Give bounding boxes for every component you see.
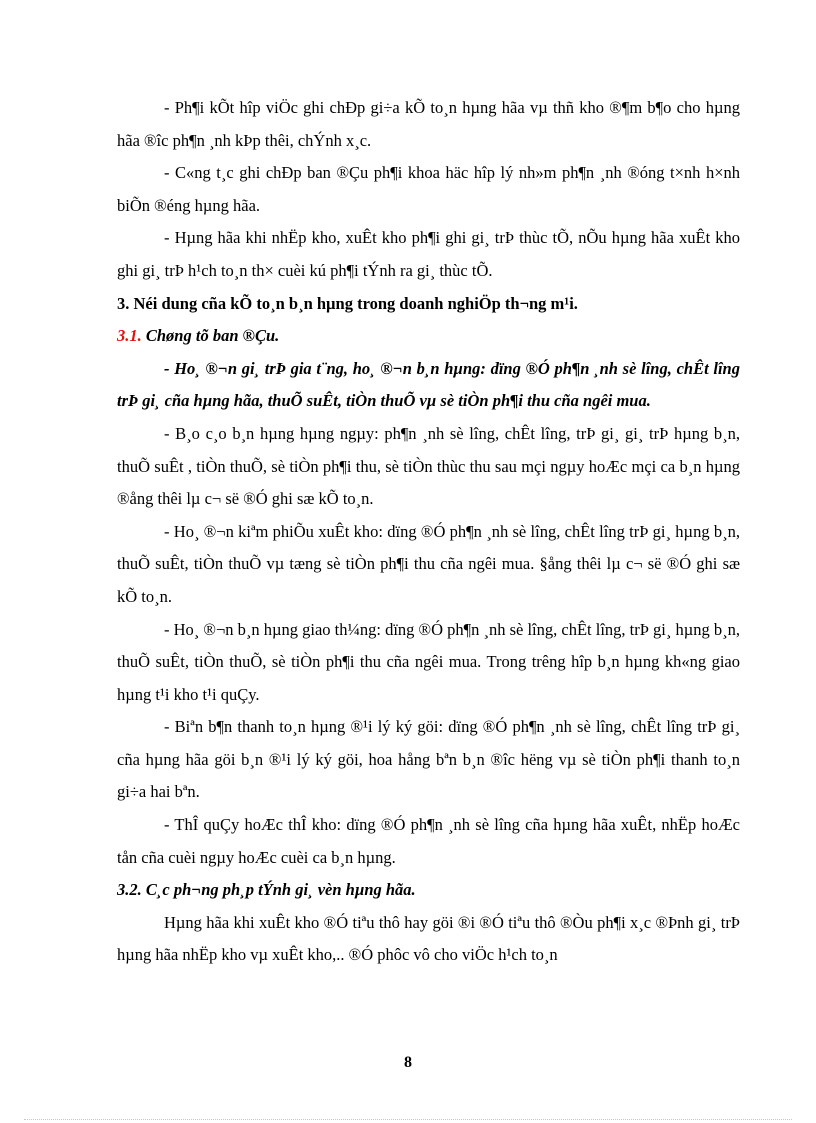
paragraph: - Biªn b¶n thanh to¸n hµng ®¹i lý ký göi: dïng ®Ó ph¶n ¸nh sè lîng, chÊt lîng trÞ gi¸ cña hµng hãa göi b¸n ®¹i lý ký göi, hoa hång bªn b¸n ®îc hëng vµ sè tiÒn ph¶i thanh to¸n gi÷a hai bªn. (117, 717, 740, 802)
subsection-heading-3-1 (117, 320, 740, 353)
paragraph: - Ho¸ ®¬n b¸n hµng giao th¼ng: dïng ®Ó ph¶n ¸nh sè lîng, chÊt lîng, trÞ gi¸ hµng b¸n, thuÕ suÊt, tiÒn thuÕ, sè tiÒn ph¶i thu cña ngêi mua. Trong trêng hîp b¸n hµng kh«ng giao hµng t¹i kho t¹i quÇy. (117, 619, 740, 704)
page-content (117, 92, 740, 972)
paragraph: - Ph¶i kÕt hîp viÖc ghi chÐp gi÷a kÕ to¸n hµng hãa vµ thñ kho ®¶m b¶o cho hµng hãa ®îc ph¶n ¸nh kÞp thêi, chÝnh x¸c. (117, 98, 740, 150)
paragraph: - Ho¸ ®¬n kiªm phiÕu xuÊt kho: dïng ®Ó ph¶n ¸nh sè lîng, chÊt lîng trÞ gi¸ hµng b¸n, thuÕ suÊt, tiÒn thuÕ vµ tæng sè tiÒn ph¶i thu cña ngêi mua. §ång thêi lµ c¬ së ®Ó ghi sæ kÕ to¸n. (117, 521, 740, 606)
page-number: 8 (404, 1054, 412, 1071)
paragraph: - B¸o c¸o b¸n hµng hµng ngµy: ph¶n ¸nh sè lîng, chÊt lîng, trÞ gi¸ gi¸ trÞ hµng b¸n, thuÕ suÊt , tiÒn thuÕ, sè tiÒn ph¶i thu, sè tiÒn thùc thu sau mçi ngµy hoÆc mçi ca b¸n hµng ®ång thêi lµ c¬ së ®Ó ghi sæ kÕ to¸n. (117, 423, 740, 509)
paragraph: Hµng hãa khi xuÊt kho ®Ó tiªu thô hay göi ®i ®Ó tiªu thô ®Òu ph¶i x¸c ®Þnh gi¸ trÞ hµng hãa nhËp kho vµ xuÊt kho,.. ®Ó phôc vô cho viÖc h¹ch to¸n (117, 912, 740, 965)
subsection-heading-3-2: 3.2. C¸c ph¬ng ph¸p tÝnh gi¸ vèn hµng hãa. (117, 880, 416, 900)
paragraph: - ThÎ quÇy hoÆc thÎ kho: dïng ®Ó ph¶n ¸nh sè lîng cña hµng hãa xuÊt, nhËp hoÆc tån cña cuèi ngµy hoÆc cuèi ca b¸n hµng. (117, 815, 740, 867)
section-heading-3: 3. Néi dung cña kÕ to¸n b¸n hµng trong doanh nghiÖp th¬ng m¹i. (117, 293, 578, 313)
subsection-number: 3.1. (117, 326, 142, 346)
emphasized-paragraph: - Ho¸ ®¬n gi¸ trÞ gia t¨ng, ho¸ ®¬n b¸n hµng: dïng ®Ó ph¶n ¸nh sè lîng, chÊt lîng trÞ gi¸ cña hµng hãa, thuÕ suÊt, tiÒn thuÕ vµ sè tiÒn ph¶i thu cña ngêi mua. (117, 358, 740, 411)
paragraph: - Hµng hãa khi nhËp kho, xuÊt kho ph¶i ghi gi¸ trÞ thùc tÕ, nÕu hµng hãa xuÊt kho ghi gi¸ trÞ h¹ch to¸n th× cuèi kú ph¶i tÝnh ra gi¸ thùc tÕ. (117, 228, 740, 280)
page-bottom-border (24, 1119, 792, 1120)
paragraph: - C«ng t¸c ghi chÐp ban ®Çu ph¶i khoa häc hîp lý nh»m ph¶n ¸nh ®óng t×nh h×nh biÕn ®éng hµng hãa. (117, 163, 740, 215)
subsection-title: Chøng tõ ban ®Çu. (145, 326, 280, 346)
